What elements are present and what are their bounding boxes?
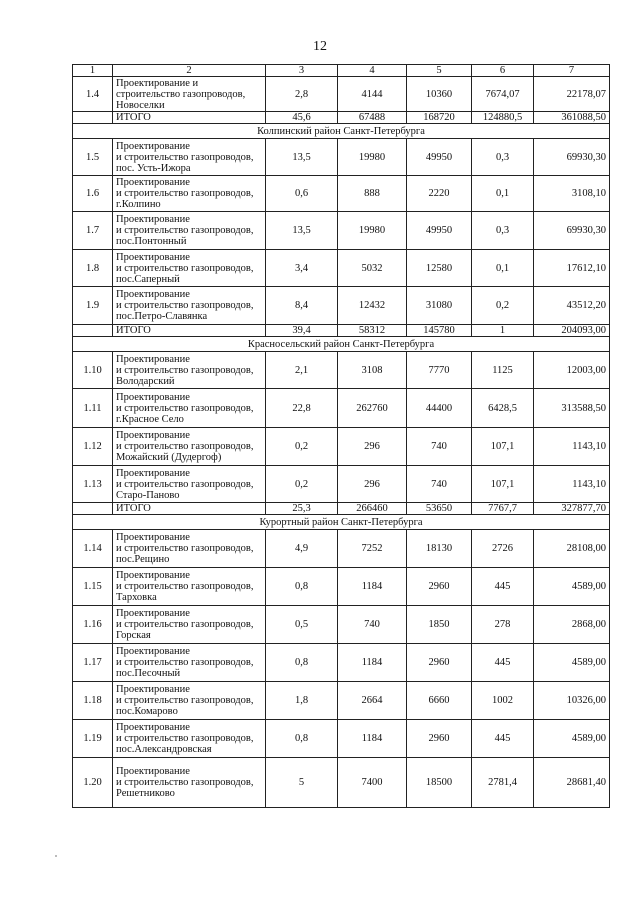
- length-value: 2,8: [266, 77, 338, 112]
- col6-value: 1002: [472, 682, 534, 720]
- item-name-line: Проектирование: [116, 353, 190, 365]
- col6-value: 1125: [472, 352, 534, 389]
- col5-value: 740: [407, 466, 472, 503]
- item-name-line: Проектирование и: [116, 77, 199, 89]
- table-body: [73, 65, 610, 808]
- column-header: 2: [113, 65, 266, 77]
- table-row: [73, 428, 610, 466]
- table-row: [73, 287, 610, 325]
- item-number: 1.8: [73, 250, 113, 287]
- length-value: 0,2: [266, 428, 338, 466]
- col5-value: 2960: [407, 644, 472, 682]
- item-number: 1.17: [73, 644, 113, 682]
- item-name: [113, 466, 266, 503]
- col6-value: 0,3: [472, 139, 534, 176]
- col5-value: 18130: [407, 530, 472, 568]
- col5-value: 31080: [407, 287, 472, 325]
- item-number: 1.5: [73, 139, 113, 176]
- item-name: [113, 352, 266, 389]
- length-value: 0,6: [266, 176, 338, 212]
- item-name-line: и строительство газопроводов,: [116, 478, 254, 490]
- item-name-line: пос.Понтонный: [116, 236, 187, 247]
- item-name-line: пос.Комарово: [116, 706, 178, 717]
- total-cost-value: 1143,10: [534, 466, 610, 503]
- item-name-line: Проектирование: [116, 646, 190, 657]
- col4-value: 67488: [338, 112, 407, 124]
- col5-value: 2960: [407, 720, 472, 758]
- col6-value: 7674,07: [472, 77, 534, 112]
- col5-value: 53650: [407, 503, 472, 515]
- item-name-line: Горская: [116, 630, 151, 641]
- table-row: [73, 389, 610, 428]
- item-name-line: Проектирование: [116, 214, 190, 225]
- col4-value: 3108: [338, 352, 407, 389]
- col5-value: 2960: [407, 568, 472, 606]
- item-name-line: Проектирование: [116, 608, 190, 619]
- col4-value: 58312: [338, 325, 407, 337]
- col5-value: 6660: [407, 682, 472, 720]
- item-name-line: и строительство газопроводов,: [116, 364, 254, 376]
- item-name-line: и строительство газопроводов,: [116, 695, 254, 706]
- item-number: 1.14: [73, 530, 113, 568]
- length-value: 8,4: [266, 287, 338, 325]
- item-name: [113, 530, 266, 568]
- district-section-row: [73, 337, 610, 352]
- table-row: [73, 530, 610, 568]
- item-name: [113, 77, 266, 112]
- length-value: 39,4: [266, 325, 338, 337]
- item-name-line: Проектирование: [116, 467, 190, 479]
- item-number: 1.20: [73, 758, 113, 808]
- total-cost-value: 4589,00: [534, 644, 610, 682]
- item-name-line: и строительство газопроводов,: [116, 543, 254, 554]
- table-row: [73, 606, 610, 644]
- col4-value: 296: [338, 466, 407, 503]
- total-cost-value: 327877,70: [534, 503, 610, 515]
- length-value: 13,5: [266, 212, 338, 250]
- col5-value: 18500: [407, 758, 472, 808]
- col4-value: 2664: [338, 682, 407, 720]
- length-value: 0,2: [266, 466, 338, 503]
- col5-value: 7770: [407, 352, 472, 389]
- col6-value: 1: [472, 325, 534, 337]
- table-row: [73, 720, 610, 758]
- col4-value: 266460: [338, 503, 407, 515]
- table-row: [73, 758, 610, 808]
- col4-value: 1184: [338, 644, 407, 682]
- col4-value: 5032: [338, 250, 407, 287]
- item-name: [113, 758, 266, 808]
- col5-value: 168720: [407, 112, 472, 124]
- table-row: [73, 682, 610, 720]
- length-value: 1,8: [266, 682, 338, 720]
- total-row: [73, 503, 610, 515]
- total-cost-value: 17612,10: [534, 250, 610, 287]
- col6-value: 107,1: [472, 466, 534, 503]
- table-row: [73, 644, 610, 682]
- length-value: 2,1: [266, 352, 338, 389]
- length-value: 22,8: [266, 389, 338, 428]
- table-row: [73, 77, 610, 112]
- total-cost-value: 313588,50: [534, 389, 610, 428]
- item-number: [73, 325, 113, 337]
- item-name-line: Новоселки: [116, 99, 165, 111]
- item-number: 1.10: [73, 352, 113, 389]
- item-name-line: Проектирование: [116, 140, 190, 152]
- col4-value: 4144: [338, 77, 407, 112]
- total-cost-value: 69930,30: [534, 212, 610, 250]
- item-number: 1.13: [73, 466, 113, 503]
- total-cost-value: 4589,00: [534, 720, 610, 758]
- col4-value: 7400: [338, 758, 407, 808]
- item-name: [113, 720, 266, 758]
- col4-value: 19980: [338, 212, 407, 250]
- total-cost-value: 10326,00: [534, 682, 610, 720]
- item-name-line: и строительство газопроводов,: [116, 188, 254, 199]
- item-name: [113, 682, 266, 720]
- page-number: 12: [313, 39, 327, 54]
- item-name-line: г.Колпино: [116, 199, 161, 210]
- col5-value: 49950: [407, 139, 472, 176]
- item-name-line: пос.Александровская: [116, 744, 212, 755]
- table-row: [73, 250, 610, 287]
- item-name-line: Проектирование: [116, 570, 190, 581]
- estimate-table: [72, 64, 610, 808]
- table-row: [73, 212, 610, 250]
- total-cost-value: 28681,40: [534, 758, 610, 808]
- total-label: ИТОГО: [113, 325, 266, 337]
- item-name-line: и строительство газопроводов,: [116, 581, 254, 592]
- col5-value: 49950: [407, 212, 472, 250]
- total-cost-value: 12003,00: [534, 352, 610, 389]
- item-name-line: Тарховка: [116, 592, 157, 603]
- item-name-line: и строительство газопроводов,: [116, 300, 254, 311]
- col6-value: 7767,7: [472, 503, 534, 515]
- col6-value: 278: [472, 606, 534, 644]
- total-cost-value: 43512,20: [534, 287, 610, 325]
- length-value: 0,8: [266, 720, 338, 758]
- total-cost-value: 361088,50: [534, 112, 610, 124]
- total-cost-value: 28108,00: [534, 530, 610, 568]
- col4-value: 12432: [338, 287, 407, 325]
- item-name-line: Проектирование: [116, 684, 190, 695]
- item-number: 1.18: [73, 682, 113, 720]
- col4-value: 19980: [338, 139, 407, 176]
- district-title: Красносельский район Санкт-Петербурга: [73, 337, 610, 352]
- item-name-line: и строительство газопроводов,: [116, 657, 254, 668]
- item-name-line: Проектирование: [116, 766, 190, 777]
- length-value: 3,4: [266, 250, 338, 287]
- column-header: 5: [407, 65, 472, 77]
- item-number: 1.15: [73, 568, 113, 606]
- item-name: [113, 176, 266, 212]
- col6-value: 445: [472, 720, 534, 758]
- column-header: 4: [338, 65, 407, 77]
- item-name-line: Проектирование: [116, 532, 190, 543]
- item-number: 1.7: [73, 212, 113, 250]
- column-number-header-row: [73, 65, 610, 77]
- total-label: ИТОГО: [113, 112, 266, 124]
- item-name-line: пос.Саперный: [116, 273, 180, 285]
- col4-value: 7252: [338, 530, 407, 568]
- total-cost-value: 204093,00: [534, 325, 610, 337]
- item-name-line: Володарский: [116, 375, 175, 387]
- item-name-line: и строительство газопроводов,: [116, 619, 254, 630]
- total-cost-value: 4589,00: [534, 568, 610, 606]
- item-name-line: пос. Усть-Ижора: [116, 162, 191, 174]
- total-cost-value: 1143,10: [534, 428, 610, 466]
- total-label: ИТОГО: [113, 503, 266, 515]
- col5-value: 12580: [407, 250, 472, 287]
- length-value: 25,3: [266, 503, 338, 515]
- column-header: 7: [534, 65, 610, 77]
- table-row: [73, 568, 610, 606]
- item-name-line: Старо-Паново: [116, 489, 180, 501]
- item-name-line: Проектирование: [116, 430, 190, 441]
- district-section-row: [73, 124, 610, 139]
- col6-value: 445: [472, 644, 534, 682]
- item-name-line: Проектирование: [116, 177, 190, 188]
- col6-value: 6428,5: [472, 389, 534, 428]
- length-value: 13,5: [266, 139, 338, 176]
- item-number: 1.12: [73, 428, 113, 466]
- total-cost-value: 22178,07: [534, 77, 610, 112]
- item-name: [113, 389, 266, 428]
- column-header: 6: [472, 65, 534, 77]
- scan-speck: [55, 855, 57, 857]
- item-name-line: Проектирование: [116, 289, 190, 300]
- col6-value: 0,1: [472, 176, 534, 212]
- item-name: [113, 212, 266, 250]
- col4-value: 1184: [338, 720, 407, 758]
- item-number: 1.19: [73, 720, 113, 758]
- length-value: 4,9: [266, 530, 338, 568]
- col6-value: 0,2: [472, 287, 534, 325]
- col6-value: 0,1: [472, 250, 534, 287]
- length-value: 0,5: [266, 606, 338, 644]
- col6-value: 124880,5: [472, 112, 534, 124]
- col5-value: 740: [407, 428, 472, 466]
- length-value: 0,8: [266, 644, 338, 682]
- item-name-line: и строительство газопроводов,: [116, 262, 254, 274]
- col6-value: 445: [472, 568, 534, 606]
- item-name-line: Проектирование: [116, 391, 190, 403]
- col6-value: 107,1: [472, 428, 534, 466]
- item-number: 1.4: [73, 77, 113, 112]
- col6-value: 0,3: [472, 212, 534, 250]
- item-number: [73, 503, 113, 515]
- item-name-line: пос.Песочный: [116, 668, 181, 679]
- item-name: [113, 606, 266, 644]
- col6-value: 2726: [472, 530, 534, 568]
- table-row: [73, 352, 610, 389]
- item-name-line: Решетниково: [116, 788, 175, 799]
- item-name: [113, 250, 266, 287]
- length-value: 0,8: [266, 568, 338, 606]
- item-name: [113, 428, 266, 466]
- col5-value: 2220: [407, 176, 472, 212]
- col6-value: 2781,4: [472, 758, 534, 808]
- item-name-line: и строительство газопроводов,: [116, 441, 254, 452]
- item-name-line: Проектирование: [116, 251, 190, 263]
- item-name-line: строительство газопроводов,: [116, 88, 246, 100]
- item-number: [73, 112, 113, 124]
- item-name-line: и строительство газопроводов,: [116, 151, 254, 163]
- district-title: Курортный район Санкт-Петербурга: [73, 515, 610, 530]
- col4-value: 1184: [338, 568, 407, 606]
- item-number: 1.6: [73, 176, 113, 212]
- length-value: 45,6: [266, 112, 338, 124]
- item-name-line: Можайский (Дудергоф): [116, 452, 222, 463]
- item-name-line: пос.Рещино: [116, 554, 170, 565]
- item-name-line: Проектирование: [116, 722, 190, 733]
- total-cost-value: 3108,10: [534, 176, 610, 212]
- table-row: [73, 466, 610, 503]
- item-name: [113, 287, 266, 325]
- col5-value: 145780: [407, 325, 472, 337]
- col5-value: 44400: [407, 389, 472, 428]
- district-section-row: [73, 515, 610, 530]
- total-cost-value: 69930,30: [534, 139, 610, 176]
- item-name-line: пос.Петро-Славянка: [116, 311, 208, 322]
- col4-value: 888: [338, 176, 407, 212]
- table-row: [73, 176, 610, 212]
- length-value: 5: [266, 758, 338, 808]
- col4-value: 262760: [338, 389, 407, 428]
- col5-value: 1850: [407, 606, 472, 644]
- column-header: 3: [266, 65, 338, 77]
- total-cost-value: 2868,00: [534, 606, 610, 644]
- item-name-line: и строительство газопроводов,: [116, 402, 254, 414]
- col4-value: 740: [338, 606, 407, 644]
- total-row: [73, 112, 610, 124]
- item-number: 1.16: [73, 606, 113, 644]
- item-name: [113, 139, 266, 176]
- item-number: 1.9: [73, 287, 113, 325]
- item-name-line: и строительство газопроводов,: [116, 733, 254, 744]
- item-name-line: и строительство газопроводов,: [116, 225, 254, 236]
- item-name: [113, 644, 266, 682]
- item-number: 1.11: [73, 389, 113, 428]
- item-name: [113, 568, 266, 606]
- table-row: [73, 139, 610, 176]
- district-title: Колпинский район Санкт-Петербурга: [73, 124, 610, 139]
- item-name-line: и строительство газопроводов,: [116, 777, 254, 788]
- col4-value: 296: [338, 428, 407, 466]
- item-name-line: г.Красное Село: [116, 413, 184, 425]
- column-header: 1: [73, 65, 113, 77]
- total-row: [73, 325, 610, 337]
- col5-value: 10360: [407, 77, 472, 112]
